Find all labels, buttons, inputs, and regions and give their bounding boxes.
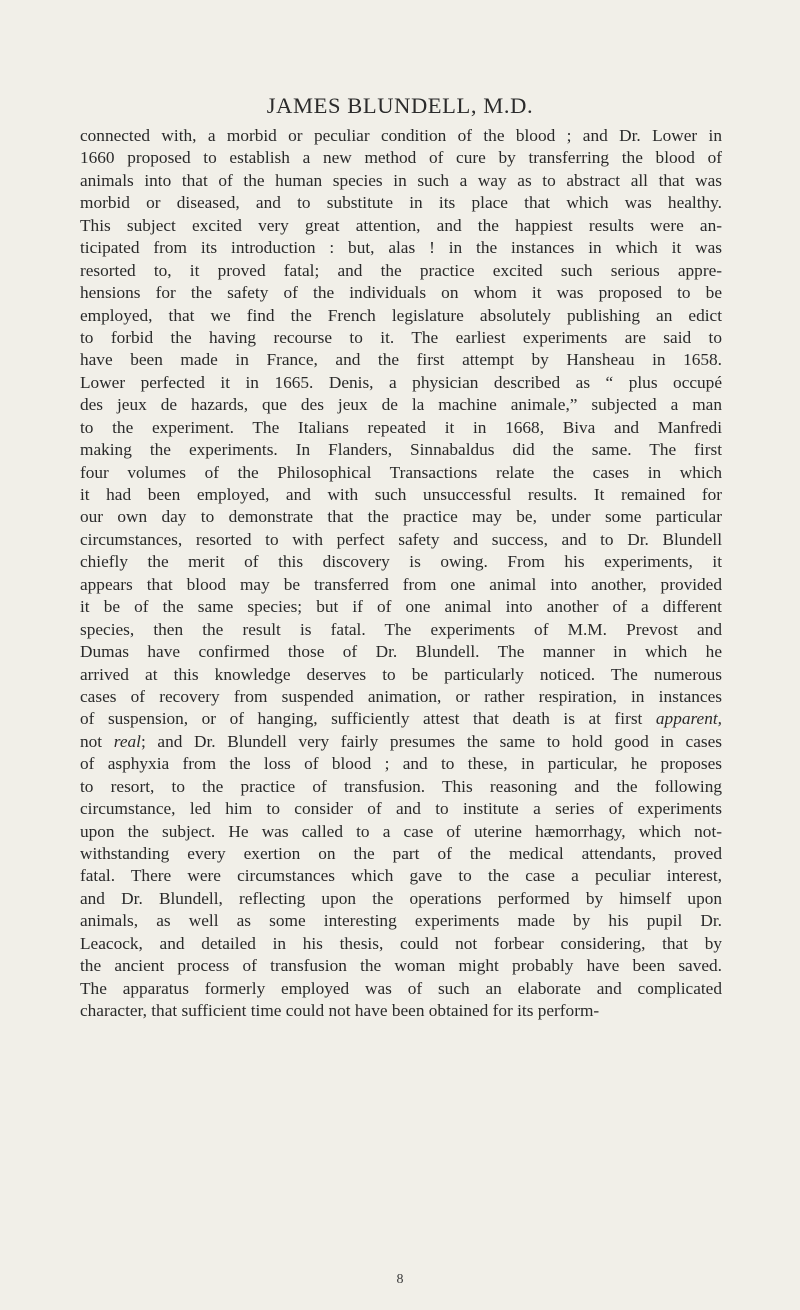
text-line: Lower perfected it in 1665. Denis, a physician described as “ plus occupé xyxy=(80,372,722,392)
text-line: morbid or diseased, and to substitute in its place that which was healthy. xyxy=(80,193,722,213)
text-line: connected with, a morbid or peculiar condition of the blood ; and Dr. Lower in xyxy=(80,126,722,145)
text-line: it be of the same species; but if of one animal into another of a different xyxy=(80,597,722,617)
text-line: chiefly the merit of this discovery is owing. From his experiments, it xyxy=(80,552,722,572)
text-line: resorted to, it proved fatal; and the practice excited such serious appre- xyxy=(80,260,722,280)
text-line: appears that blood may be transferred from one animal into another, provided xyxy=(80,574,722,594)
text-line: arrived at this knowledge deserves to be particularly noticed. The numerous xyxy=(80,664,722,684)
text-line: upon the subject. He was called to a case of uterine hæmorrhagy, which not- xyxy=(80,821,722,841)
text-line: to the experiment. The Italians repeated it in 1668, Biva and Manfredi xyxy=(80,417,722,437)
text-line: Leacock, and detailed in his thesis, could not forbear considering, that by xyxy=(80,933,722,953)
text-line: and Dr. Blundell, reflecting upon the operations performed by himself upon xyxy=(80,888,722,908)
text-line: to forbid the having recourse to it. The earliest experiments are said to xyxy=(80,327,722,347)
text-line: fatal. There were circumstances which gave to the case a peculiar interest, xyxy=(80,866,722,886)
text-line: cases of recovery from suspended animation, or rather respiration, in instances xyxy=(80,686,722,706)
text-line: four volumes of the Philosophical Transactions relate the cases in which xyxy=(80,462,722,482)
italic-word: real xyxy=(113,731,141,751)
running-head: JAMES BLUNDELL, M.D. xyxy=(266,93,534,118)
text-line: of asphyxia from the loss of blood ; and to these, in particular, he proposes xyxy=(80,754,722,774)
text-line: Dumas have confirmed those of Dr. Blundell. The manner in which he xyxy=(80,642,722,662)
text-line: species, then the result is fatal. The experiments of M.M. Prevost and xyxy=(80,619,722,639)
text-line: to resort, to the practice of transfusion. This reasoning and the following xyxy=(80,776,722,796)
text-line: character, that sufficient time could not have been obtained for its perform- xyxy=(80,1001,600,1021)
page-number: 8 xyxy=(396,1272,404,1287)
text-line: making the experiments. In Flanders, Sinnabaldus did the same. The first xyxy=(80,440,722,460)
italic-word: apparent, xyxy=(655,709,722,729)
text-line: des jeux de hazards, que des jeux de la machine animale,” subjected a man xyxy=(80,395,722,415)
text-line: 1660 proposed to establish a new method of cure by transferring the blood of xyxy=(80,148,722,168)
text-line: ticipated from its introduction : but, alas ! in the instances in which it was xyxy=(80,238,722,258)
text-line: hensions for the safety of the individuals on whom it was proposed to be xyxy=(80,283,722,303)
text-line: our own day to demonstrate that the practice may be, under some particular xyxy=(80,507,722,527)
text-line: circumstances, resorted to with perfect safety and success, and to Dr. Blundell xyxy=(80,529,722,549)
body-text xyxy=(80,125,722,1023)
text-line: circumstance, led him to consider of and to institute a series of experiments xyxy=(80,799,722,819)
text-line: the ancient process of transfusion the woman might probably have been saved. xyxy=(80,956,722,976)
text-line: it had been employed, and with such unsuccessful results. It remained for xyxy=(80,485,722,504)
text-line: This subject excited very great attention, and the happiest results were an- xyxy=(80,215,722,235)
text-line: not real; and Dr. Blundell very fairly presumes the same to hold good in cases xyxy=(80,731,722,751)
text-line: animals into that of the human species in such a way as to abstract all that was xyxy=(80,170,722,190)
text-line: animals, as well as some interesting experiments made by his pupil Dr. xyxy=(80,911,722,931)
text-line: withstanding every exertion on the part of the medical attendants, proved xyxy=(80,844,722,863)
text-line: employed, that we find the French legislature absolutely publishing an edict xyxy=(80,305,722,325)
text-line: of suspension, or of hanging, sufficiently attest that death is at first apparent, xyxy=(80,709,722,729)
text-line: have been made in France, and the first attempt by Hansheau in 1658. xyxy=(80,350,722,370)
text-line: The apparatus formerly employed was of such an elaborate and complicated xyxy=(80,978,722,998)
